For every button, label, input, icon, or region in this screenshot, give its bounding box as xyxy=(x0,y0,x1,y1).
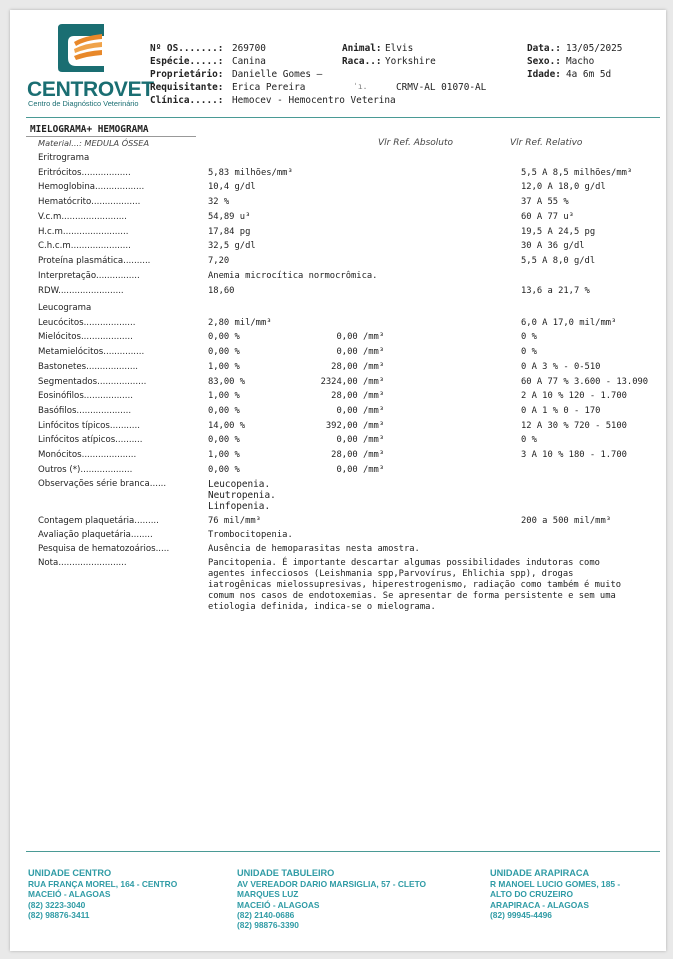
row-value: 1,00 % xyxy=(208,391,240,402)
row-rel-ref: 30 A 36 g/dl xyxy=(521,241,585,252)
col-header-abs: Vlr Ref. Absoluto xyxy=(378,138,454,148)
row-value: 0,00 % xyxy=(208,464,240,475)
table-row xyxy=(10,435,666,450)
row-label: Outros (*)................... xyxy=(38,464,133,475)
row-label: Monócitos.................... xyxy=(38,450,137,460)
nota-label: Nota......................... xyxy=(38,558,127,568)
row-label: RDW........................ xyxy=(38,286,124,297)
footer-line: (82) 99945-4496 xyxy=(490,909,552,920)
obs-line: Neutropenia. xyxy=(208,490,276,501)
table-row xyxy=(10,391,666,406)
data-value: 13/05/2025 xyxy=(566,43,623,54)
row-label: Hemoglobina.................. xyxy=(38,182,145,193)
row-abs-ref: 0,00 /mm³ xyxy=(310,405,385,416)
row-label: Eosinófilos.................. xyxy=(38,391,133,402)
especie-label: Espécie.....: xyxy=(150,56,224,67)
row-abs-ref: 0,00 /mm³ xyxy=(310,435,385,446)
row-abs-ref: 2324,00 /mm³ xyxy=(310,376,385,387)
row-value: 0,00 % xyxy=(208,347,240,358)
row-value: 76 mil/mm³ xyxy=(208,516,261,526)
row-rel-ref: 5,5 A 8,5 milhões/mm³ xyxy=(521,167,633,178)
row-value: 18,60 xyxy=(208,286,235,297)
table-row xyxy=(10,227,666,242)
row-value: 32,5 g/dl xyxy=(208,241,256,252)
row-label: Metamielócitos............... xyxy=(38,347,145,358)
footer-line: RUA FRANÇA MOREL, 164 - CENTRO xyxy=(28,879,178,890)
row-abs-ref: 0,00 /mm³ xyxy=(310,347,385,358)
row-value: 5,83 milhões/mm³ xyxy=(208,167,293,178)
table-row xyxy=(10,256,666,271)
animal-label: Animal: xyxy=(342,43,382,54)
footer-title: UNIDADE TABULEIRO xyxy=(237,868,335,878)
row-value: 14,00 % xyxy=(208,420,246,431)
table-row xyxy=(10,450,666,465)
crmv-value: CRMV-AL 01070-AL xyxy=(396,82,487,93)
row-value: 54,89 u³ xyxy=(208,211,251,222)
table-row xyxy=(10,347,666,362)
table-row xyxy=(10,286,666,301)
row-label: Pesquisa de hematozoários..... xyxy=(38,544,170,554)
table-row xyxy=(10,516,666,531)
row-rel-ref: 12,0 A 18,0 g/dl xyxy=(521,182,606,193)
footer-line: (82) 98876-3411 xyxy=(28,909,90,920)
requisitante-mark: ˈı. xyxy=(353,82,368,91)
idade-label: Idade: xyxy=(527,69,561,80)
os-label: Nº OS.......: xyxy=(150,43,224,54)
row-abs-ref: 0,00 /mm³ xyxy=(310,464,385,475)
table-row xyxy=(10,406,666,421)
row-rel-ref: 3 A 10 % 180 - 1.700 xyxy=(521,450,627,460)
raca-value: Yorkshire xyxy=(385,56,436,67)
row-value: 0,00 % xyxy=(208,435,240,446)
col-header-rel: Vlr Ref. Relativo xyxy=(510,138,583,148)
obs-line: Leucopenia. xyxy=(208,479,271,490)
table-row xyxy=(10,271,666,286)
footer-line: ALTO DO CRUZEIRO xyxy=(490,889,573,900)
row-label: Eritrócitos.................. xyxy=(38,167,131,178)
row-value: Trombocitopenia. xyxy=(208,530,293,540)
obs-line: Linfopenia. xyxy=(208,501,271,512)
table-row xyxy=(10,465,666,480)
row-label: Linfócitos atípicos.......... xyxy=(38,435,143,446)
header-divider xyxy=(26,117,660,118)
table-row xyxy=(10,153,666,168)
idade-value: 4a 6m 5d xyxy=(566,69,612,80)
clinica-value: Hemocev - Hemocentro Veterina xyxy=(232,95,396,106)
row-abs-ref: 28,00 /mm³ xyxy=(310,450,385,460)
row-rel-ref: 13,6 a 21,7 % xyxy=(521,286,590,297)
row-label: Linfócitos típicos........... xyxy=(38,420,140,431)
footer-line: AV VEREADOR DARIO MARSIGLIA, 57 - CLETO xyxy=(237,879,427,890)
row-abs-ref: 28,00 /mm³ xyxy=(310,391,385,402)
row-value: 32 % xyxy=(208,197,230,208)
row-value: 7,20 xyxy=(208,255,230,266)
proprietario-value: Danielle Gomes – xyxy=(232,69,323,80)
brand-tagline: Centro de Diagnóstico Veterinário xyxy=(28,99,139,108)
footer-line: ARAPIRACA - ALAGOAS xyxy=(490,899,589,910)
row-rel-ref: 2 A 10 % 120 - 1.700 xyxy=(521,391,627,402)
row-value: 17,84 pg xyxy=(208,226,251,237)
row-label: Basófilos.................... xyxy=(38,405,132,416)
footer-unit-tabuleiro xyxy=(237,868,426,930)
table-row xyxy=(10,362,666,377)
row-value: 1,00 % xyxy=(208,450,240,460)
row-rel-ref: 60 A 77 u³ xyxy=(521,211,574,222)
footer-unit-arapiraca xyxy=(490,868,620,920)
row-value: 10,4 g/dl xyxy=(208,182,256,193)
report-title: MIELOGRAMA+ HEMOGRAMA xyxy=(30,124,149,135)
row-label: Leucograma xyxy=(38,303,92,313)
footer-line: R MANOEL LUCIO GOMES, 185 - xyxy=(490,879,621,890)
table-row xyxy=(10,168,666,183)
especie-value: Canina xyxy=(232,56,266,67)
table-row xyxy=(10,303,666,318)
row-value: 2,80 mil/mm³ xyxy=(208,317,272,328)
proprietario-label: Proprietário: xyxy=(150,69,224,80)
row-label: Contagem plaquetária......... xyxy=(38,516,159,526)
row-rel-ref: 60 A 77 % 3.600 - 13.090 xyxy=(521,376,649,387)
row-label: Interpretação................ xyxy=(38,270,140,281)
table-row xyxy=(10,530,666,545)
row-rel-ref: 0 % xyxy=(521,347,537,358)
row-value: 0,00 % xyxy=(208,332,240,343)
table-row xyxy=(10,182,666,197)
row-rel-ref: 0 % xyxy=(521,435,537,446)
footer-title: UNIDADE ARAPIRACA xyxy=(490,868,590,878)
row-rel-ref: 12 A 30 % 720 - 5100 xyxy=(521,420,627,431)
nota-text: Pancitopenia. É importante descartar algumas possibilidades indutoras como agentes infecciosos (Leishmania spp,Parvovírus, Ehlichia spp), drogas iatrogênicas mielossupresivas, hiperestrogenismo, radiação como também é muito comum nos casos de endotoxemias. Se apresentar de forma persistente e sem uma etiologia definida, indica-se o mielograma. xyxy=(208,558,622,612)
material-line: Material...: MEDULA ÓSSEA xyxy=(38,138,150,148)
data-label: Data.: xyxy=(527,43,561,54)
table-row xyxy=(10,421,666,436)
row-label: H.c.m........................ xyxy=(38,226,129,237)
footer-unit-centro xyxy=(28,868,177,920)
table-row xyxy=(10,332,666,347)
row-rel-ref: 0 A 1 % 0 - 170 xyxy=(521,405,601,416)
row-abs-ref: 392,00 /mm³ xyxy=(310,420,385,431)
row-rel-ref: 0 % xyxy=(521,332,537,343)
row-rel-ref: 19,5 A 24,5 pg xyxy=(521,226,596,237)
os-value: 269700 xyxy=(232,43,266,54)
footer-line: MARQUES LUZ xyxy=(237,889,299,900)
row-rel-ref: 200 a 500 mil/mm³ xyxy=(521,516,612,526)
table-row xyxy=(10,197,666,212)
row-value: 83,00 % xyxy=(208,376,246,387)
footer-line: (82) 3223-3040 xyxy=(28,899,86,910)
clinica-label: Clínica.....: xyxy=(150,95,224,106)
row-label: Hematócrito.................. xyxy=(38,197,141,208)
requisitante-value: Erica Pereira xyxy=(232,82,306,93)
table-row xyxy=(10,212,666,227)
title-underline xyxy=(26,136,196,137)
row-label: Proteína plasmática.......... xyxy=(38,255,151,266)
row-rel-ref: 37 A 55 % xyxy=(521,197,569,208)
sexo-label: Sexo.: xyxy=(527,56,561,67)
sexo-value: Macho xyxy=(566,56,595,67)
row-rel-ref: 6,0 A 17,0 mil/mm³ xyxy=(521,317,617,328)
raca-label: Raca..: xyxy=(342,56,382,67)
obs-label: Observações série branca...... xyxy=(38,479,167,489)
row-label: Segmentados.................. xyxy=(38,376,147,387)
footer-line: MACEIÓ - ALAGOAS xyxy=(237,899,320,910)
row-value: Anemia microcítica normocrômica. xyxy=(208,270,378,281)
row-value: 1,00 % xyxy=(208,361,240,372)
row-abs-ref: 0,00 /mm³ xyxy=(310,332,385,343)
row-value: Ausência de hemoparasitas nesta amostra. xyxy=(208,544,420,554)
footer-line: MACEIÓ - ALAGOAS xyxy=(28,889,111,900)
table-row xyxy=(10,377,666,392)
requisitante-label: Requisitante: xyxy=(150,82,224,93)
row-label: Eritrograma xyxy=(38,153,90,163)
footer-line: (82) 98876-3390 xyxy=(237,920,299,931)
footer-title: UNIDADE CENTRO xyxy=(28,868,112,878)
table-row xyxy=(10,241,666,256)
row-rel-ref: 5,5 A 8,0 g/dl xyxy=(521,255,596,266)
row-label: Mielócitos................... xyxy=(38,332,133,343)
row-label: Avaliação plaquetária........ xyxy=(38,530,153,540)
row-label: Bastonetes................... xyxy=(38,361,139,372)
row-label: V.c.m........................ xyxy=(38,211,127,222)
footer-line: (82) 2140-0686 xyxy=(237,909,295,920)
row-label: Leucócitos................... xyxy=(38,317,136,328)
row-abs-ref: 28,00 /mm³ xyxy=(310,361,385,372)
table-row xyxy=(10,318,666,333)
table-row xyxy=(10,544,666,559)
row-rel-ref: 0 A 3 % - 0-510 xyxy=(521,361,601,372)
brand-name: CENTROVET xyxy=(27,78,154,101)
row-value: 0,00 % xyxy=(208,405,240,416)
animal-value: Elvis xyxy=(385,43,414,54)
report-page xyxy=(10,10,666,951)
centrovet-logo-icon xyxy=(54,22,106,74)
footer-divider xyxy=(26,851,660,852)
row-label: C.h.c.m...................... xyxy=(38,241,131,252)
